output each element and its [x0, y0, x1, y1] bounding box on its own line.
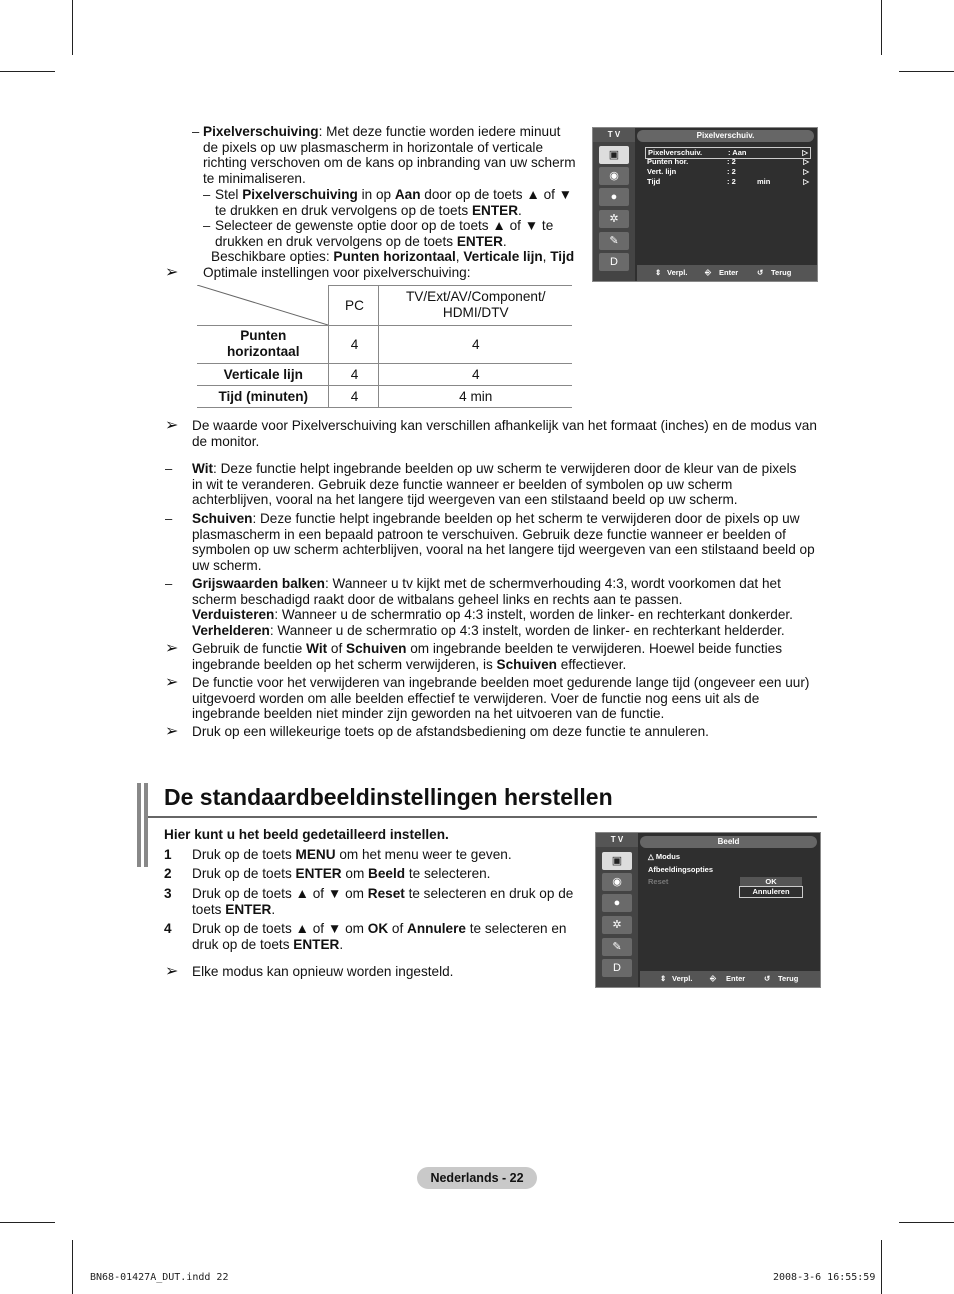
pixel-step-1: Stel Pixelverschuiving in op Aan door op de toets ▲ of ▼ te drukken en druk vervolgens op de toets ENTER. — [215, 187, 573, 218]
print-date: 2008-3-6 16:55:59 — [773, 1272, 876, 1283]
page-number-badge: Nederlands - 22 — [417, 1167, 537, 1189]
heading-rule — [148, 816, 817, 818]
pixel-step-2: Selecteer de gewenste optie door op de toets ▲ of ▼ te drukken en druk vervolgens op de toets ENTER. — [215, 218, 554, 249]
note-wit-schuiven: Gebruik de functie Wit of Schuiven om ingebrande beelden te verwijderen. Hoewel beide functies ingebrande beelden op het scherm verwijderen, is Schuiven effectiever. — [192, 641, 783, 672]
bullet-dash: – — [165, 461, 173, 476]
heading-bar — [144, 783, 148, 867]
input-icon[interactable]: ✎ — [599, 232, 629, 250]
channel-icon[interactable]: ● — [602, 894, 632, 912]
picture-icon[interactable]: ▣ — [602, 852, 632, 870]
reset-subhead: Hier kunt u het beeld gedetailleerd instellen. — [164, 827, 449, 842]
reset-step-4: Druk op de toets ▲ of ▼ om OK of Annulere te selecteren en druk op de toets ENTER. — [192, 921, 567, 952]
chevron-right-icon: ▷ — [803, 157, 809, 166]
table-row: Tijd (minuten) 4 4 min — [197, 385, 572, 407]
note-arrow-icon: ➢ — [165, 640, 179, 657]
step-number: 4 — [164, 921, 172, 936]
note-arrow-icon: ➢ — [165, 674, 179, 691]
crop-mark — [0, 1222, 55, 1223]
bullet-dash: – — [165, 511, 173, 526]
menu-row[interactable]: Pixelverschuiv. : Aan ▷ — [645, 147, 811, 159]
step-number: 2 — [164, 866, 172, 881]
menu-row[interactable]: Afbeeldingsopties — [648, 865, 714, 874]
note-duration: De functie voor het verwijderen van ingebrande beelden moet gedurende lange tijd (ongeveer een uur) uitgevoerd worden om alle beelden effectief te verwijderen. Voer de functie nog eens uit als de ingebrande beelden niet minder zijn geworden na het uitvoeren van de functie. — [192, 675, 810, 722]
grijs-paragraph: Grijswaarden balken: Wanneer u tv kijkt met de schermverhouding 4:3, wordt voorkomen dat het scherm beschadigd raakt door de witbalans geheel links en rechts aan te passen. Verduisteren: Wanneer u de schermratio op 4:3 instelt, worden de linker- en rechterkant donkerder. Verhelderen: Wanneer u de schermratio op 4:3 instelt, worden de linker- en rechterkant helderder. — [192, 576, 793, 638]
menu-row[interactable]: Reset — [648, 877, 669, 886]
chevron-right-icon: ▷ — [802, 148, 808, 157]
setup-icon[interactable]: ✲ — [599, 210, 629, 228]
sound-icon[interactable]: ◉ — [599, 167, 629, 185]
step-number: 3 — [164, 886, 172, 901]
sound-icon[interactable]: ◉ — [602, 873, 632, 891]
table-header-pc: PC — [330, 286, 380, 325]
ok-option[interactable]: OK — [740, 877, 802, 887]
pixel-intro: Pixelverschuiving: Met deze functie worden iedere minuut de pixels op uw plasmascherm in horizontale of verticale richting verschoven om de kans op inbranding van uw scherm te minimaliseren. — [203, 124, 576, 186]
move-icon: ⇕ — [660, 974, 667, 983]
note-arrow-icon: ➢ — [165, 264, 179, 281]
enter-icon: ⎆ — [710, 974, 716, 983]
enter-icon: ⎆ — [705, 268, 711, 277]
reset-step-1: Druk op de toets MENU om het menu weer te geven. — [192, 847, 512, 862]
available-options: Beschikbare opties: Punten horizontaal, Verticale lijn, Tijd — [211, 249, 575, 264]
move-icon: ⇕ — [655, 268, 662, 277]
dnie-icon[interactable]: D — [599, 253, 629, 271]
menu-row[interactable]: Tijd : 2 min ▷ — [647, 177, 809, 186]
menu-title: Pixelverschuiv. — [637, 130, 814, 142]
chevron-right-icon: ▷ — [803, 177, 809, 186]
tv-label: T V — [596, 833, 638, 847]
menu-footer: ⇕ Verpl. ⎆ Enter ↺ Terug — [637, 265, 817, 281]
chevron-right-icon: ▷ — [803, 167, 809, 176]
return-icon: ↺ — [764, 974, 771, 983]
crop-mark — [881, 1240, 882, 1294]
reset-note: Elke modus kan opnieuw worden ingesteld. — [192, 964, 454, 979]
table-header-tv: TV/Ext/AV/Component/ HDMI/DTV — [380, 286, 573, 325]
table-row: Punten horizontaal 4 4 — [197, 325, 572, 363]
file-info: BN68-01427A_DUT.indd 22 — [90, 1272, 229, 1283]
schuiven-paragraph: Schuiven: Deze functie helpt ingebrande beelden op het scherm te verwijderen door de pixels op uw plasmascherm in een bepaald patroon te verschuiven. Gebruik deze functie wanneer er beelden of symbolen op uw scherm achterblijven, vooral na het langere tijd weergeven van een stilstaand beeld op uw scherm. — [192, 511, 815, 573]
menu-title: Beeld — [640, 836, 817, 848]
picture-icon[interactable]: ▣ — [599, 146, 629, 164]
menu-footer: ⇕ Verpl. ⎆ Enter ↺ Terug — [640, 971, 820, 987]
bullet-dash: – — [165, 576, 173, 591]
crop-mark — [72, 1240, 73, 1294]
heading-bar — [137, 783, 141, 867]
note-arrow-icon: ➢ — [165, 417, 179, 434]
pixel-settings-table — [197, 286, 572, 408]
step-number: 1 — [164, 847, 172, 862]
menu-row[interactable]: △ Modus — [648, 852, 681, 861]
bullet-dash: – — [192, 124, 200, 139]
crop-mark — [899, 71, 954, 72]
wit-paragraph: Wit: Deze functie helpt ingebrande beelden op uw scherm te verwijderen door de kleur van de pixels in wit te veranderen. Gebruik deze functie wanneer er beelden of symbolen op uw scherm achterblijven, vooral na het langere tijd weergeven van een stilstaand beeld op uw scherm. — [192, 461, 797, 508]
menu-row[interactable]: Punten hor. : 2 ▷ — [647, 157, 809, 166]
return-icon: ↺ — [757, 268, 764, 277]
section-heading: De standaardbeeldinstellingen herstellen — [164, 784, 613, 810]
reset-step-2: Druk op de toets ENTER om Beeld te selecteren. — [192, 866, 491, 881]
table-row: Verticale lijn 4 4 — [197, 363, 572, 385]
crop-mark — [72, 0, 73, 55]
crop-mark — [899, 1222, 954, 1223]
menu-body — [640, 850, 820, 971]
dnie-icon[interactable]: D — [602, 959, 632, 977]
tv-menu-picture-reset — [595, 832, 821, 988]
crop-mark — [0, 71, 55, 72]
note-arrow-icon: ➢ — [165, 723, 179, 740]
note-arrow-icon: ➢ — [165, 963, 179, 980]
reset-step-3: Druk op de toets ▲ of ▼ om Reset te selecteren en druk op de toets ENTER. — [192, 886, 574, 917]
bullet-dash: – — [203, 218, 211, 233]
menu-body — [637, 144, 817, 265]
note-pixel-value: De waarde voor Pixelverschuiving kan verschillen afhankelijk van het formaat (inches) en de modus van de monitor. — [192, 418, 817, 449]
input-icon[interactable]: ✎ — [602, 938, 632, 956]
optimal-note: Optimale instellingen voor pixelverschuiving: — [203, 265, 471, 280]
cancel-option[interactable]: Annuleren — [739, 886, 803, 898]
tv-menu-pixel-shift — [592, 127, 818, 282]
tv-label: T V — [593, 128, 635, 142]
crop-mark — [881, 0, 882, 55]
setup-icon[interactable]: ✲ — [602, 916, 632, 934]
channel-icon[interactable]: ● — [599, 188, 629, 206]
menu-row[interactable]: Vert. lijn : 2 ▷ — [647, 167, 809, 176]
bullet-dash: – — [203, 187, 211, 202]
note-cancel: Druk op een willekeurige toets op de afstandsbediening om deze functie te annuleren. — [192, 724, 709, 739]
